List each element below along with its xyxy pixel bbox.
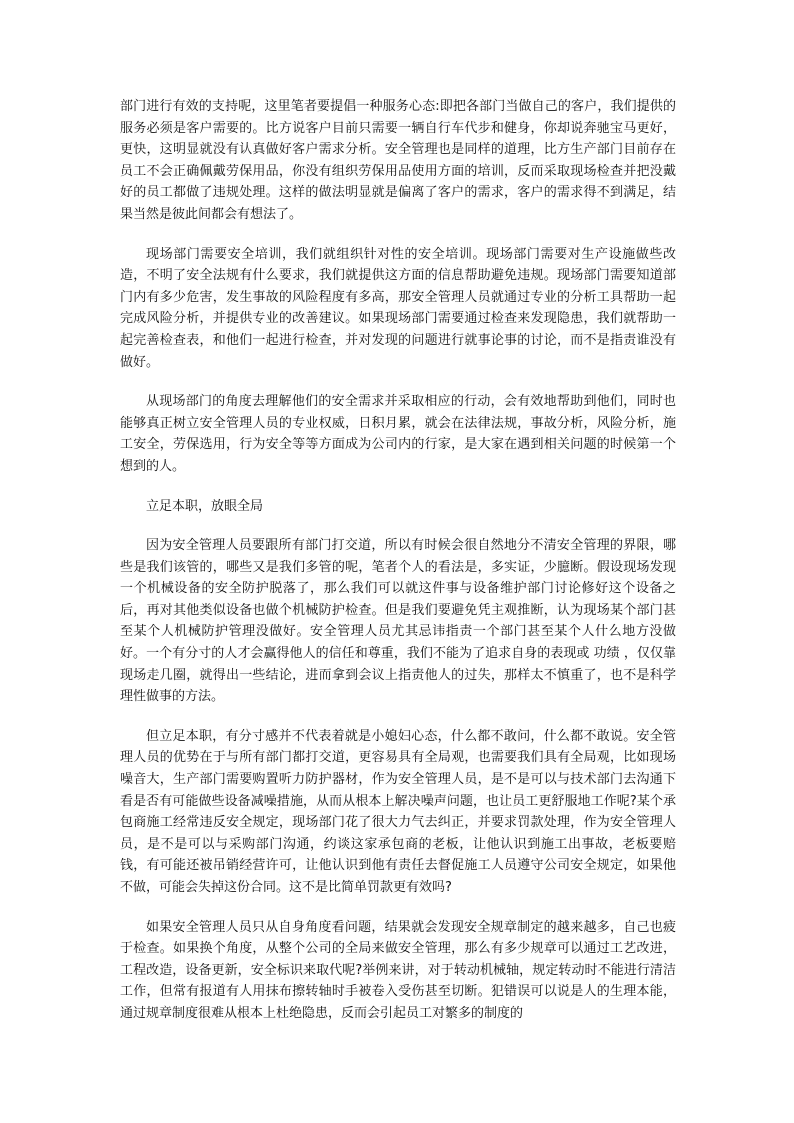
paragraph-company-perspective: 如果安全管理人员只从自身角度看问题，结果就会发现安全规章制定的越来越多，自己也疲于检查。如果换个角度，从整个公司的全局来做安全管理，那么有多少规章可以通过工艺改进，工程改造，设备更新，安全标识来取代呢?举例来讲，对于转动机械轴，规定转动时不能进行清洁工作，但常有报道有人用抹布擦转轴时手被卷入受伤甚至切断。犯错误可以说是人的生理本能，通过规章制度很难从根本上杜绝隐患，反而会引起员工对繁多的制度的 bbox=[120, 919, 676, 1021]
paragraph-professional-authority: 从现场部门的角度去理解他们的安全需求并采取相应的行动，会有效地帮助到他们，同时也能够真正树立安全管理人员的专业权威，日积月累，就会在法律法规，事故分析，风险分析，施工安全，劳保选用，行为安全等等方面成为公司内的行家，是大家在遇到相关问题的时候第一个想到的人。 bbox=[120, 394, 676, 474]
paragraph-service-mindset: 部门进行有效的支持呢，这里笔者要提倡一种服务心态:即把各部门当做自己的客户，我们提供的服务必须是客户需要的。比方说客户目前只需要一辆自行车代步和健身，你却说奔驰宝马更好，更快，这明显就没有认真做好客户需求分析。安全管理也是同样的道理，比方生产部门目前存在员工不会正确佩戴劳保用品，你没有组织劳保用品使用方面的培训，反而采取现场检查并把没戴好的员工都做了违规处理。这样的做法明显就是偏离了客户的需求，客户的需求得不到满足，结果当然是彼此间都会有想法了。 bbox=[120, 99, 676, 222]
paragraph-site-needs: 现场部门需要安全培训，我们就组织针对性的安全培训。现场部门需要对生产设施做些改造，不明了安全法规有什么要求，我们就提供这方面的信息帮助避免违规。现场部门需要知道部门内有多少危害，发生事故的风险程度有多高，那安全管理人员就通过专业的分析工具帮助一起完成风险分析，并提供专业的改善建议。如果现场部门需要通过检查来发现隐患，我们就帮助一起完善检查表，和他们一起进行检查，并对发现的问题进行就事论事的讨论，而不是指责谁没有做好。 bbox=[120, 246, 676, 370]
paragraph-boundaries: 因为安全管理人员要跟所有部门打交道，所以有时候会很自然地分不清安全管理的界限，哪些是我们该管的，哪些又是我们多管的呢，笔者个人的看法是，多实证，少臆断。假设现场发现一个机械设备的安全防护脱落了，那么我们可以就这件事与设备维护部门讨论修好这个设备之后，再对其他类似设备也做个机械防护检查。但是我们要避免凭主观推断，认为现场某个部门甚至某个人机械防护管理没做好。安全管理人员尤其忌讳指责一个部门甚至某个人什么地方没做好。一个有分寸的人才会赢得他人的信任和尊重，我们不能为了追求自身的表现或 功绩 ，仅仅靠现场走几圈，就得出一些结论，进而拿到会议上指责他人的过失，那样太不慎重了，也不是科学理性做事的方法。 bbox=[120, 538, 676, 705]
document-page bbox=[120, 96, 676, 1043]
paragraph-global-view: 但立足本职，有分寸感并不代表着就是小媳妇心态，什么都不敢问，什么都不敢说。安全管理人员的优势在于与所有部门都打交道，更容易具有全局观，也需要我们具有全局观，比如现场噪音大，生产部门需要购置听力防护器材，作为安全管理人员，是不是可以与技术部门去沟通下看是否有可能做些设备减噪措施，从而从根本上解决噪声问题，也让员工更舒服地工作呢?某个承包商施工经常违反安全规定，现场部门花了很大力气去纠正，并要求罚款处理，作为安全管理人员，是不是可以与采购部门沟通，约谈这家承包商的老板，让他认识到施工出事故，老板要赔钱，有可能还被吊销经营许可，让他认识到他有责任去督促施工人员遵守公司安全规定，如果他不做，可能会失掉这份合同。这不是比简单罚款更有效吗? bbox=[120, 728, 676, 895]
section-heading: 立足本职，放眼全局 bbox=[146, 498, 264, 514]
